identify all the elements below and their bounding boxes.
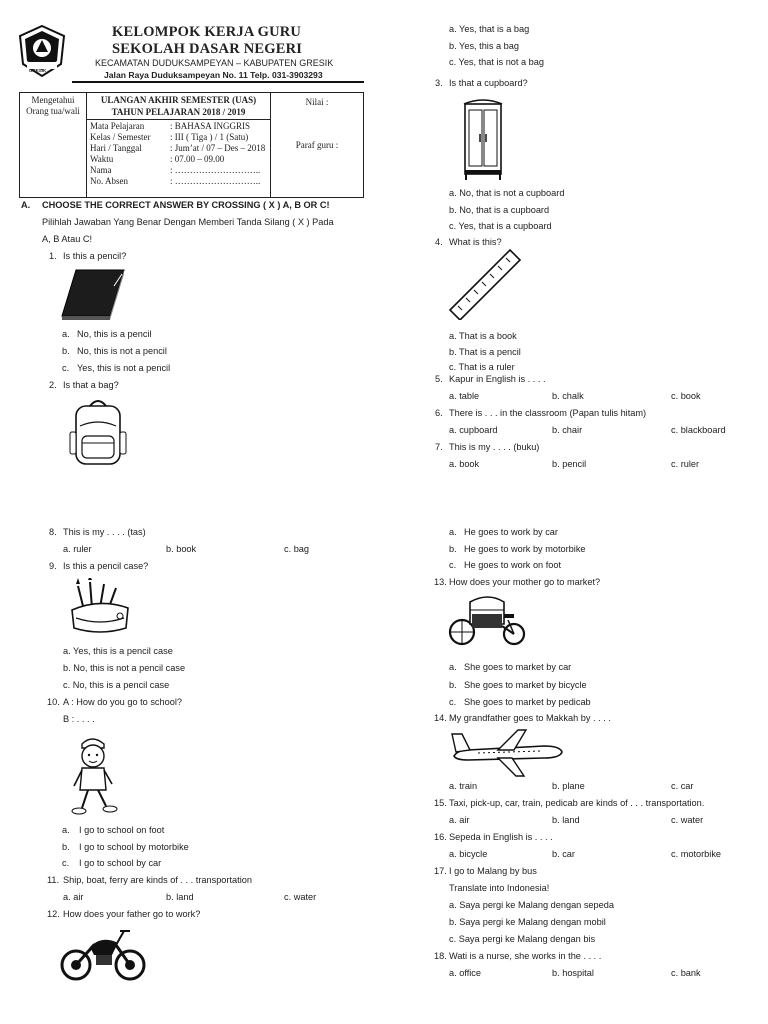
boy-walking-image: [68, 734, 120, 818]
option-b[interactable]: b. Yes, this a bag: [449, 41, 519, 51]
field-row: [90, 132, 267, 143]
option-b[interactable]: b. pencil: [552, 459, 587, 469]
option-a[interactable]: a. table: [449, 391, 480, 401]
option-c[interactable]: c. ruler: [671, 459, 700, 469]
option-a[interactable]: a. cupboard: [449, 425, 498, 435]
question-text: I go to Malang by bus: [449, 866, 537, 876]
option-c[interactable]: c. Saya pergi ke Malang dengan bis: [449, 934, 596, 944]
question-text: Ship, boat, ferry are kinds of . . . transportation: [63, 875, 252, 885]
option-b[interactable]: b. plane: [552, 781, 585, 791]
option-letter[interactable]: c.: [62, 858, 70, 868]
question-number: 2.: [49, 380, 57, 390]
option-c[interactable]: c. motorbike: [671, 849, 722, 859]
field-row: [90, 154, 267, 165]
option-b[interactable]: b. That is a pencil: [449, 347, 521, 357]
option-c[interactable]: c. Yes, that is not a bag: [449, 57, 545, 67]
question-number: 12.: [47, 909, 60, 919]
option-a[interactable]: a. Saya pergi ke Malang dengan sepeda: [449, 900, 614, 910]
field-value: : BAHASA INGGRIS: [170, 121, 251, 132]
option-a[interactable]: a. air: [449, 815, 470, 825]
field-row: [90, 121, 267, 132]
option-b[interactable]: b. Saya pergi ke Malang dengan mobil: [449, 917, 606, 927]
question-text: A : How do you go to school?: [63, 697, 183, 707]
option-c[interactable]: c. water: [284, 892, 317, 902]
field-label: Mata Pelajaran: [90, 121, 145, 132]
option-a[interactable]: a. office: [449, 968, 482, 978]
option-letter[interactable]: b.: [62, 842, 70, 852]
question-text: Is this a pencil?: [63, 251, 127, 261]
question-number: 11.: [47, 875, 60, 885]
option-b[interactable]: b. No, that is a cupboard: [449, 205, 550, 215]
orang-tua-label: Orang tua/wali: [26, 106, 80, 117]
ruler-image: [446, 248, 524, 320]
exam-title: ULANGAN AKHIR SEMESTER (UAS): [100, 95, 257, 105]
option-b[interactable]: b. chair: [552, 425, 583, 435]
question-number: 3.: [435, 78, 443, 88]
option-b[interactable]: b. car: [552, 849, 575, 859]
header-divider: [72, 81, 364, 83]
question-number: 6.: [435, 408, 443, 418]
option-letter[interactable]: c.: [449, 697, 457, 707]
pedicab-image: [448, 592, 530, 648]
question-text: This is my . . . . (tas): [63, 527, 146, 537]
field-row: [90, 176, 267, 187]
option-a[interactable]: a. bicycle: [449, 849, 488, 859]
option-text[interactable]: I go to school by motorbike: [79, 842, 189, 852]
section-label: A.: [21, 200, 31, 210]
question-number: 14.: [434, 713, 447, 723]
option-letter[interactable]: a.: [62, 329, 70, 339]
option-a[interactable]: a. No, that is not a cupboard: [449, 188, 565, 198]
option-text[interactable]: He goes to work by motorbike: [464, 544, 586, 554]
question-text: Is that a bag?: [63, 380, 119, 390]
question-number: 13.: [434, 577, 447, 587]
option-b[interactable]: b. land: [166, 892, 194, 902]
question-text: This is my . . . . (buku): [449, 442, 540, 452]
airplane-image: [448, 728, 564, 778]
option-c[interactable]: c. car: [671, 781, 694, 791]
option-text[interactable]: He goes to work by car: [464, 527, 558, 537]
header-title-1: KELOMPOK KERJA GURU: [112, 24, 302, 40]
option-text[interactable]: No, this is not a pencil: [77, 346, 167, 356]
question-number: 7.: [435, 442, 443, 452]
question-number: 8.: [49, 527, 57, 537]
cupboard-image: [462, 96, 504, 180]
field-value[interactable]: : ………………………..: [170, 176, 261, 187]
field-value[interactable]: : ………………………..: [170, 165, 261, 176]
question-text: Sepeda in English is . . . .: [449, 832, 553, 842]
backpack-image: [68, 396, 128, 468]
field-value: : Jum’at / 07 – Des – 2018: [170, 143, 266, 154]
option-c[interactable]: c. bag: [284, 544, 310, 554]
field-label: No. Absen: [90, 176, 128, 187]
question-number: 18.: [434, 951, 447, 961]
header-subtitle: KECAMATAN DUDUKSAMPEYAN – KABUPATEN GRESIK: [95, 58, 334, 68]
option-letter[interactable]: b.: [62, 346, 70, 356]
exam-year: TAHUN PELAJARAN 2018 / 2019: [111, 106, 246, 117]
section-instruction: Pilihlah Jawaban Yang Benar Dengan Memberi Tanda Silang ( X ) Pada: [42, 217, 334, 227]
option-text[interactable]: Yes, this is not a pencil: [77, 363, 171, 373]
option-text[interactable]: She goes to market by bicycle: [464, 680, 587, 690]
question-text: Kapur in English is . . . .: [449, 374, 546, 384]
header-address: Jalan Raya Duduksampeyan No. 11 Telp. 031-3903293: [104, 70, 323, 80]
question-text: There is . . . in the classroom (Papan tulis hitam): [449, 408, 647, 418]
option-b[interactable]: b. land: [552, 815, 580, 825]
option-c[interactable]: c. That is a ruler: [449, 362, 515, 372]
option-c[interactable]: c. No, this is a pencil case: [63, 680, 170, 690]
option-text[interactable]: I go to school on foot: [79, 825, 165, 835]
question-text-2: B : . . . .: [63, 714, 95, 724]
option-letter[interactable]: b.: [449, 544, 457, 554]
question-text: Is that a cupboard?: [449, 78, 528, 88]
question-number: 16.: [434, 832, 447, 842]
option-a[interactable]: a. That is a book: [449, 331, 517, 341]
option-letter[interactable]: c.: [62, 363, 70, 373]
question-text: Is this a pencil case?: [63, 561, 149, 571]
nilai-label: Nilai :: [305, 97, 329, 107]
option-letter[interactable]: a.: [449, 527, 457, 537]
option-b[interactable]: b. hospital: [552, 968, 594, 978]
motorbike-image: [60, 925, 146, 983]
option-a[interactable]: a. Yes, that is a bag: [449, 24, 530, 34]
question-text: Taxi, pick-up, car, train, pedicab are kinds of . . . transportation.: [449, 798, 705, 808]
option-c[interactable]: c. blackboard: [671, 425, 726, 435]
question-number: 17.: [434, 866, 447, 876]
field-row: [90, 165, 267, 176]
option-text[interactable]: I go to school by car: [79, 858, 162, 868]
option-text[interactable]: She goes to market by car: [464, 662, 572, 672]
option-letter[interactable]: b.: [449, 680, 457, 690]
question-text: Wati is a nurse, she works in the . . . .: [449, 951, 602, 961]
header-title-2: SEKOLAH DASAR NEGERI: [112, 41, 303, 57]
option-b[interactable]: b. No, this is not a pencil case: [63, 663, 186, 673]
question-text: My grandfather goes to Makkah by . . . .: [449, 713, 611, 723]
question-text: How does your mother go to market?: [449, 577, 601, 587]
question-text: What is this?: [449, 237, 502, 247]
field-label: Hari / Tanggal: [90, 143, 142, 154]
option-a[interactable]: a. train: [449, 781, 478, 791]
field-value: : III ( Tiga ) / 1 (Satu): [170, 132, 249, 143]
option-c[interactable]: c. book: [671, 391, 701, 401]
book-image: [58, 266, 128, 324]
question-number: 1.: [49, 251, 57, 261]
mengetahui-label: Mengetahui: [31, 95, 75, 105]
option-b[interactable]: b. book: [166, 544, 197, 554]
option-a[interactable]: a. Yes, this is a pencil case: [63, 646, 173, 656]
option-a[interactable]: a. book: [449, 459, 480, 469]
field-row: [90, 143, 267, 154]
field-label: Waktu: [90, 154, 114, 165]
option-a[interactable]: a. air: [63, 892, 84, 902]
question-text: How does your father go to work?: [63, 909, 201, 919]
field-label: Kelas / Semester: [90, 132, 151, 143]
option-letter[interactable]: c.: [449, 560, 457, 570]
paraf-label: Paraf guru :: [295, 140, 339, 150]
question-number: 9.: [49, 561, 57, 571]
question-number: 5.: [435, 374, 443, 384]
question-number: 15.: [434, 798, 447, 808]
question-text-2: Translate into Indonesia!: [449, 883, 550, 893]
field-label: Nama: [90, 165, 112, 176]
option-c[interactable]: c. bank: [671, 968, 701, 978]
option-a[interactable]: a. ruler: [63, 544, 92, 554]
section-title: CHOOSE THE CORRECT ANSWER BY CROSSING ( X ) A, B OR C!: [42, 200, 330, 210]
option-letter[interactable]: a.: [449, 662, 457, 672]
option-c[interactable]: c. Yes, that is a cupboard: [449, 221, 552, 231]
option-text[interactable]: He goes to work on foot: [464, 560, 562, 570]
option-letter[interactable]: a.: [62, 825, 70, 835]
option-c[interactable]: c. water: [671, 815, 704, 825]
exam-info-table: [19, 92, 364, 198]
option-text[interactable]: No, this is a pencil: [77, 329, 152, 339]
option-text[interactable]: She goes to market by pedicab: [464, 697, 591, 707]
field-value: : 07.00 – 09.00: [170, 154, 225, 165]
option-b[interactable]: b. chalk: [552, 391, 584, 401]
section-instruction: A, B Atau C!: [42, 234, 93, 244]
question-number: 10.: [47, 697, 60, 707]
pencil-case-image: [68, 578, 132, 636]
question-number: 4.: [435, 237, 443, 247]
logo-text: GRESIK: [29, 68, 47, 73]
